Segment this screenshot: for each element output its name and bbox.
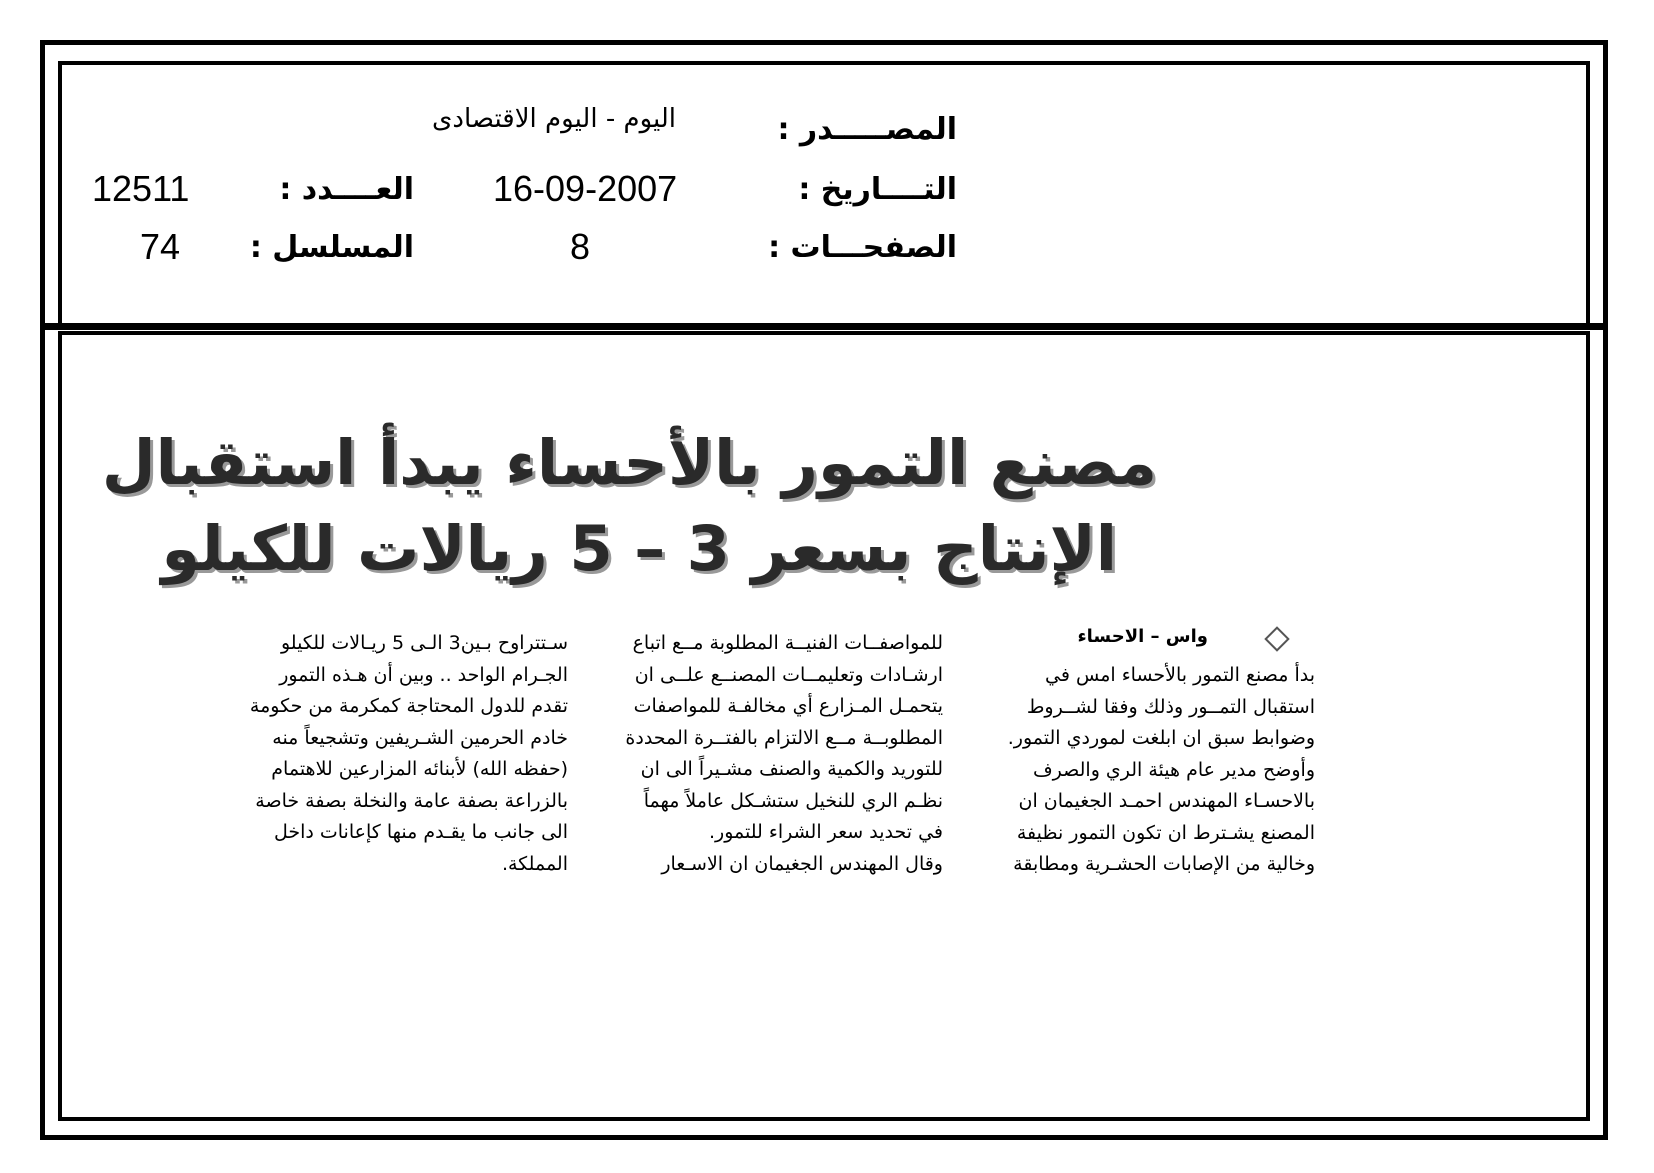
column-line: وخالية من الإصابات الحشـرية ومطابقة: [1013, 853, 1315, 875]
serial-label: المسلسل :: [249, 230, 414, 265]
column-line: الجـرام الواحد .. وبين أن هـذه التمور: [279, 663, 568, 686]
column-line: بالاحسـاء المهندس احمـد الجغيمان ان: [1018, 790, 1315, 812]
source-label: المصـــــدر :: [777, 112, 957, 147]
column-line: (حفظه الله) لأبنائه المزارعين للاهتمام: [271, 758, 568, 780]
article-column-2: [598, 628, 943, 880]
column-line: الى جانب ما يقـدم منها كإعانات داخل: [273, 821, 568, 843]
column-line: استقبال التمــور وذلك وفقا لشــروط: [1026, 695, 1315, 718]
date-value: 16-09-2007: [493, 168, 678, 209]
column-line: بالزراعة بصفة عامة والنخلة بصفة خاصة: [255, 789, 568, 812]
date-label: التــــاريخ :: [798, 172, 957, 207]
article-column-1: [975, 660, 1315, 881]
column-line: المملكة.: [501, 852, 568, 875]
column-line: بدأ مصنع التمور بالأحساء امس في: [1045, 664, 1315, 686]
source-value: اليوم - اليوم الاقتصادى: [432, 104, 676, 134]
headline-line-2: الإنتاج بسعر 3 – 5 ريالات للكيلو: [161, 512, 1117, 585]
issue-label: العــــدد :: [279, 172, 414, 207]
column-line: المطلوبــة مــع الالتزام بالفتــرة المحددة: [625, 726, 943, 749]
serial-value: 74: [140, 226, 181, 267]
column-line: وقال المهندس الجغيمان ان الاسـعار: [661, 852, 943, 875]
column-line: يتحمـل المـزارع أي مخالفـة للمواصفات: [633, 695, 943, 717]
column-line: تقدم للدول المحتاجة كمكرمة من حكومة: [249, 695, 568, 717]
column-line: سـتتراوح بـين3 الـى 5 ريـالات للكيلو: [280, 632, 568, 654]
header-divider: [45, 323, 1603, 330]
column-line: للمواصفــات الفنيــة المطلوبة مــع اتباع: [632, 632, 943, 654]
column-line: في تحديد سعر الشراء للتمور.: [709, 821, 943, 843]
headline-line-1: مصنع التمور بالأحساء يبدأ استقبال: [101, 426, 1157, 499]
pages-value: 8: [570, 226, 591, 267]
column-line: وضوابط سبق ان ابلغت لموردي التمور.: [1007, 727, 1315, 749]
pages-label: الصفحـــات :: [768, 230, 957, 265]
column-line: خادم الحرمين الشـريفين وتشجيعاً منه: [272, 726, 568, 749]
column-line: ارشـادات وتعليمــات المصنــع علــى ان: [634, 663, 943, 686]
issue-value: 12511: [92, 168, 190, 209]
column-line: نظـم الري للنخيل ستشـكل عاملاً مهماً: [643, 789, 943, 812]
byline: واس – الاحساء: [1077, 626, 1208, 647]
column-line: للتوريد والكمية والصنف مشـيراً الى ان: [640, 758, 943, 780]
column-line: وأوضح مدير عام هيئة الري والصرف: [1032, 758, 1315, 781]
column-line: المصنع يشـترط ان تكون التمور نظيفة: [1016, 821, 1315, 844]
article-column-3: [218, 628, 568, 880]
